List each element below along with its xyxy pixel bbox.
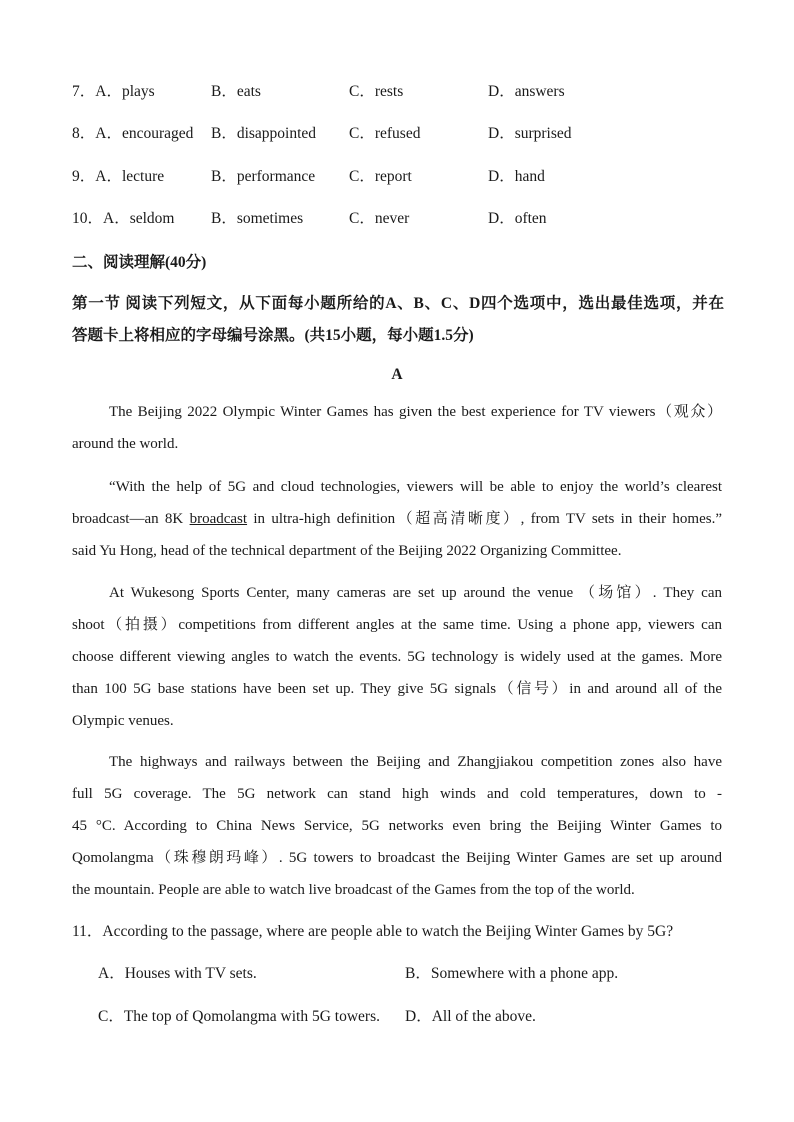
option-10-a: 10．A．seldom	[72, 210, 175, 227]
option-8-c: C．refused	[349, 125, 421, 142]
paragraph-line: “With the help of 5G and cloud technologies, viewers will be able to enjoy the world’s clearest	[109, 479, 722, 495]
underlined-word: broadcast	[189, 511, 248, 527]
section-instruction-line-2: 答题卡上将相应的字母编号涂黑。(共15小题，每小题1.5分)	[72, 327, 474, 344]
paragraph-line: Qomolangma（珠穆朗玛峰）. 5G towers to broadcast the Beijing Winter Games are set up around	[72, 850, 722, 866]
question-option-b: B．Somewhere with a phone app.	[405, 965, 619, 982]
paragraph-line: the mountain. People are able to watch live broadcast of the Games from the top of the world.	[72, 882, 635, 898]
question-stem: 11．According to the passage, where are people able to watch the Beijing Winter Games by 5G?	[72, 923, 674, 940]
option-8-b: B．disappointed	[211, 125, 317, 142]
question-option-c: C．The top of Qomolangma with 5G towers.	[98, 1008, 380, 1025]
passage-paragraph-1	[72, 396, 722, 460]
passage-paragraph-4	[72, 746, 722, 906]
section-title: 二、阅读理解(40分)	[72, 254, 207, 271]
option-8-d: D．surprised	[488, 125, 572, 142]
paragraph-line: said Yu Hong, head of the technical department of the Beijing 2022 Organizing Committee.	[72, 543, 622, 559]
option-9-b: B．performance	[211, 168, 316, 185]
question-option-a: A．Houses with TV sets.	[98, 965, 257, 982]
paragraph-line: The Beijing 2022 Olympic Winter Games has given the best experience for TV viewers（观众）	[109, 404, 722, 420]
paragraph-line	[72, 503, 722, 535]
option-7-d: D．answers	[488, 83, 565, 100]
paragraph-line: 45 °C. According to China News Service, 5G networks even bring the Beijing Winter Games to	[72, 818, 722, 834]
paragraph-line: Olympic venues.	[72, 713, 174, 729]
paragraph-line: shoot（拍摄）competitions from different angles at the same time. Using a phone app, viewers can	[72, 617, 722, 633]
question-option-d: D．All of the above.	[405, 1008, 536, 1025]
option-9-a: 9．A．lecture	[72, 168, 165, 185]
option-7-c: C．rests	[349, 83, 404, 100]
option-10-c: C．never	[349, 210, 410, 227]
paragraph-line: The highways and railways between the Beijing and Zhangjiakou competition zones also have	[109, 754, 722, 770]
paragraph-line: choose different viewing angles to watch the events. 5G technology is widely used at the games. More	[72, 649, 722, 665]
text-fragment: in ultra-high definition（超高清晰度）, from TV sets in their homes.”	[247, 511, 722, 527]
paragraph-line: At Wukesong Sports Center, many cameras are set up around the venue （场馆）. They can	[109, 585, 722, 601]
text-fragment: broadcast—an 8K	[72, 511, 190, 527]
option-8-a: 8．A．encouraged	[72, 125, 194, 142]
passage-paragraph-2	[72, 471, 722, 567]
option-9-c: C．report	[349, 168, 412, 185]
section-instruction-line-1: 第一节 阅读下列短文，从下面每小题所给的A、B、C、D四个选项中，选出最佳选项，并在	[72, 295, 724, 312]
passage-title: A	[391, 366, 403, 383]
paragraph-line: full 5G coverage. The 5G network can stand high winds and cold temperatures, down to -	[72, 786, 722, 802]
option-7-b: B．eats	[211, 83, 261, 100]
passage-paragraph-3	[72, 577, 722, 737]
paragraph-line: than 100 5G base stations have been set up. They give 5G signals（信号）in and around all of the	[72, 681, 722, 697]
option-9-d: D．hand	[488, 168, 545, 185]
option-10-b: B．sometimes	[211, 210, 304, 227]
option-7-a: 7．A．plays	[72, 83, 155, 100]
option-10-d: D．often	[488, 210, 547, 227]
paragraph-line: around the world.	[72, 436, 179, 452]
